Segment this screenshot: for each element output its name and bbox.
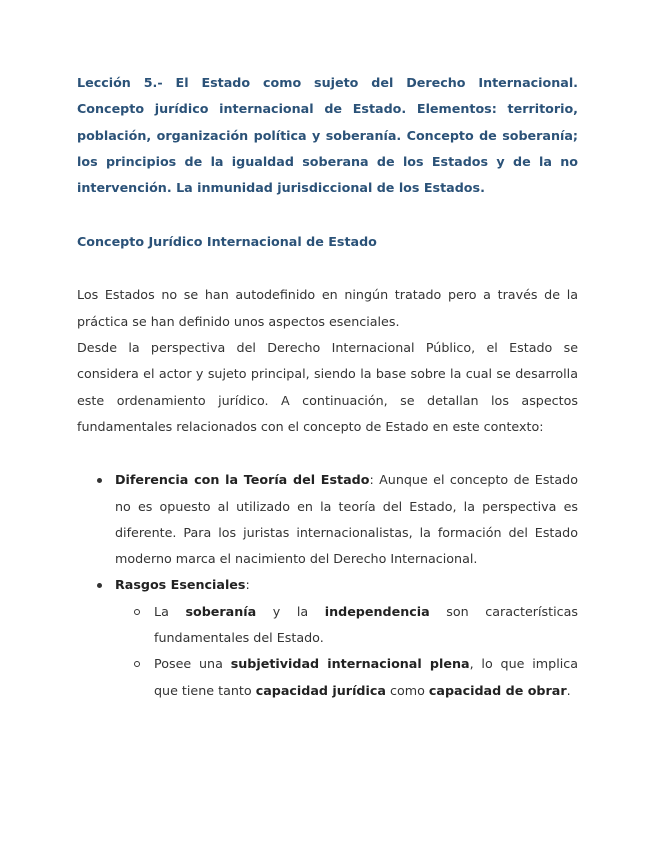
- sub-item-bold: independencia: [324, 603, 430, 619]
- bullet-disc-icon: [97, 583, 102, 588]
- lesson-title: Lección 5.- El Estado como sujeto del Derecho Internacional. Concepto jurídico internacional de Estado. Elementos: territorio, población, organización política y soberanía. Concepto de soberanía; los principios de la igualdad soberana de los Estados y de la no intervención. La inmunidad jurisdiccional de los Estados.: [77, 75, 578, 196]
- sub-item-bold: subjetividad internacional plena: [230, 656, 470, 672]
- sub-item-text: Posee una: [154, 656, 231, 672]
- list-item: [77, 467, 578, 572]
- paragraph-intro: Los Estados no se han autodefinido en ningún tratado pero a través de la práctica se han definido unos aspectos esenciales.: [77, 287, 578, 329]
- paragraph-perspective: Desde la perspectiva del Derecho Internacional Público, el Estado se considera el actor y sujeto principal, siendo la base sobre la cual se desarrolla este ordenamiento jurídico. A continuación, se detallan los aspectos fundamentales relacionados con el concepto de Estado en este contexto:: [77, 340, 578, 434]
- sub-item-bold: capacidad jurídica: [255, 682, 386, 698]
- document-page: [77, 70, 578, 704]
- sub-item-text: como: [385, 682, 429, 698]
- bullet-disc-icon: [97, 478, 102, 483]
- list-item-text: : Aunque el concepto de Estado no es opuesto al utilizado en la teoría del Estado, la perspectiva es diferente. Para los juristas internacionalistas, la formación del Estado moderno marca el nacimiento del Derecho Internacional.: [115, 472, 578, 567]
- bullet-list: [77, 467, 578, 704]
- sub-bullet-list: [115, 599, 578, 704]
- list-item-text: :: [245, 577, 250, 593]
- sub-item-text: , lo que implica que tiene tanto: [154, 656, 578, 698]
- list-item-bold: Rasgos Esenciales: [115, 577, 246, 593]
- list-item-bold: Diferencia con la Teoría del Estado: [115, 472, 370, 488]
- list-item: [77, 572, 578, 703]
- bullet-circle-icon: [134, 661, 140, 667]
- sub-item-bold: capacidad de obrar: [428, 682, 567, 698]
- sub-item-text: La: [154, 603, 186, 619]
- sub-item-text: .: [566, 682, 571, 698]
- sub-item-bold: soberanía: [185, 603, 257, 619]
- sub-item-text: son características fundamentales del Estado.: [154, 603, 578, 646]
- section-heading: Concepto Jurídico Internacional de Estado: [77, 234, 377, 250]
- sub-item-text: y la: [256, 603, 325, 619]
- bullet-circle-icon: [134, 609, 140, 615]
- sub-list-item: [115, 651, 578, 704]
- sub-list-item: [115, 599, 578, 652]
